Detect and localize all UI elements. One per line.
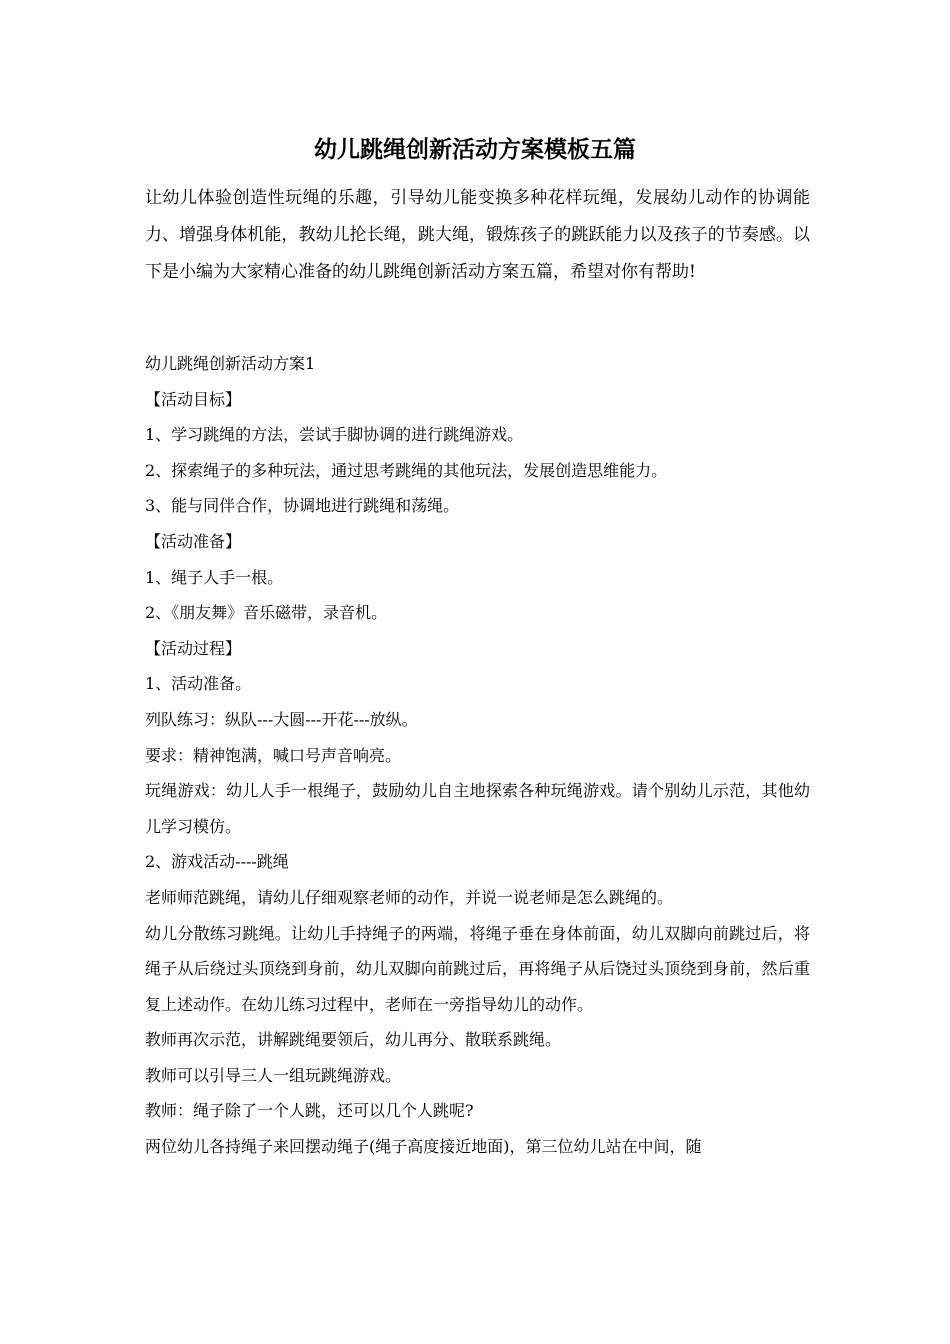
- paragraph-spacer: [145, 291, 810, 346]
- list-item: 3、能与同伴合作，协调地进行跳绳和荡绳。: [145, 496, 460, 516]
- subheading-preparation: 【活动准备】: [145, 531, 242, 551]
- subheading-process: 【活动过程】: [145, 638, 242, 658]
- body-paragraph: 要求：精神饱满，喊口号声音响亮。: [145, 745, 402, 765]
- list-item: 1、学习跳绳的方法，尝试手脚协调的进行跳绳游戏。: [145, 425, 524, 445]
- body-paragraph: 教师：绳子除了一个人跳，还可以几个人跳呢?: [145, 1101, 474, 1121]
- body-paragraph: 教师再次示范，讲解跳绳要领后，幼儿再分、散联系跳绳。: [145, 1030, 562, 1050]
- body-paragraph: 玩绳游戏：幼儿人手一根绳子，鼓励幼儿自主地探索各种玩绳游戏。请个别幼儿示范，其他幼儿学习模仿。: [145, 781, 810, 836]
- body-paragraph: 教师可以引导三人一组玩跳绳游戏。: [145, 1065, 402, 1085]
- document-title: 幼儿跳绳创新活动方案模板五篇: [314, 136, 636, 163]
- body-paragraph: 两位幼儿各持绳子来回摆动绳子(绳子高度接近地面)，第三位幼儿站在中间，随: [145, 1137, 702, 1157]
- body-paragraph: 列队练习：纵队---大圆---开花---放纵。: [145, 709, 418, 729]
- body-paragraph: 幼儿分散练习跳绳。让幼儿手持绳子的两端，将绳子垂在身体前面，幼儿双脚向前跳过后，将绳子从后绕过头顶绕到身前，幼儿双脚向前跳过后，再将绳子从后饶过头顶绕到身前，然后重复上述动作。在幼儿练习过程中，老师在一旁指导幼儿的动作。: [145, 923, 810, 1014]
- list-item: 2、《朋友舞》音乐磁带，录音机。: [145, 603, 388, 623]
- list-item: 2、游戏活动----跳绳: [145, 852, 289, 872]
- intro-paragraph: 让幼儿体验创造性玩绳的乐趣，引导幼儿能变换多种花样玩绳，发展幼儿动作的协调能力、增强身体机能，教幼儿抡长绳，跳大绳，锻炼孩子的跳跃能力以及孩子的节奏感。以下是小编为大家精心准备的幼儿跳绳创新活动方案五篇，希望对你有帮助!: [145, 188, 810, 282]
- list-item: 1、活动准备。: [145, 674, 252, 694]
- section-heading: 幼儿跳绳创新活动方案1: [145, 354, 316, 373]
- subheading-goals: 【活动目标】: [145, 389, 242, 409]
- body-paragraph: 老师师范跳绳，请幼儿仔细观察老师的动作，并说一说老师是怎么跳绳的。: [145, 887, 674, 907]
- document-body: [145, 180, 810, 1165]
- list-item: 1、绳子人手一根。: [145, 567, 284, 587]
- list-item: 2、探索绳子的多种玩法，通过思考跳绳的其他玩法，发展创造思维能力。: [145, 460, 668, 480]
